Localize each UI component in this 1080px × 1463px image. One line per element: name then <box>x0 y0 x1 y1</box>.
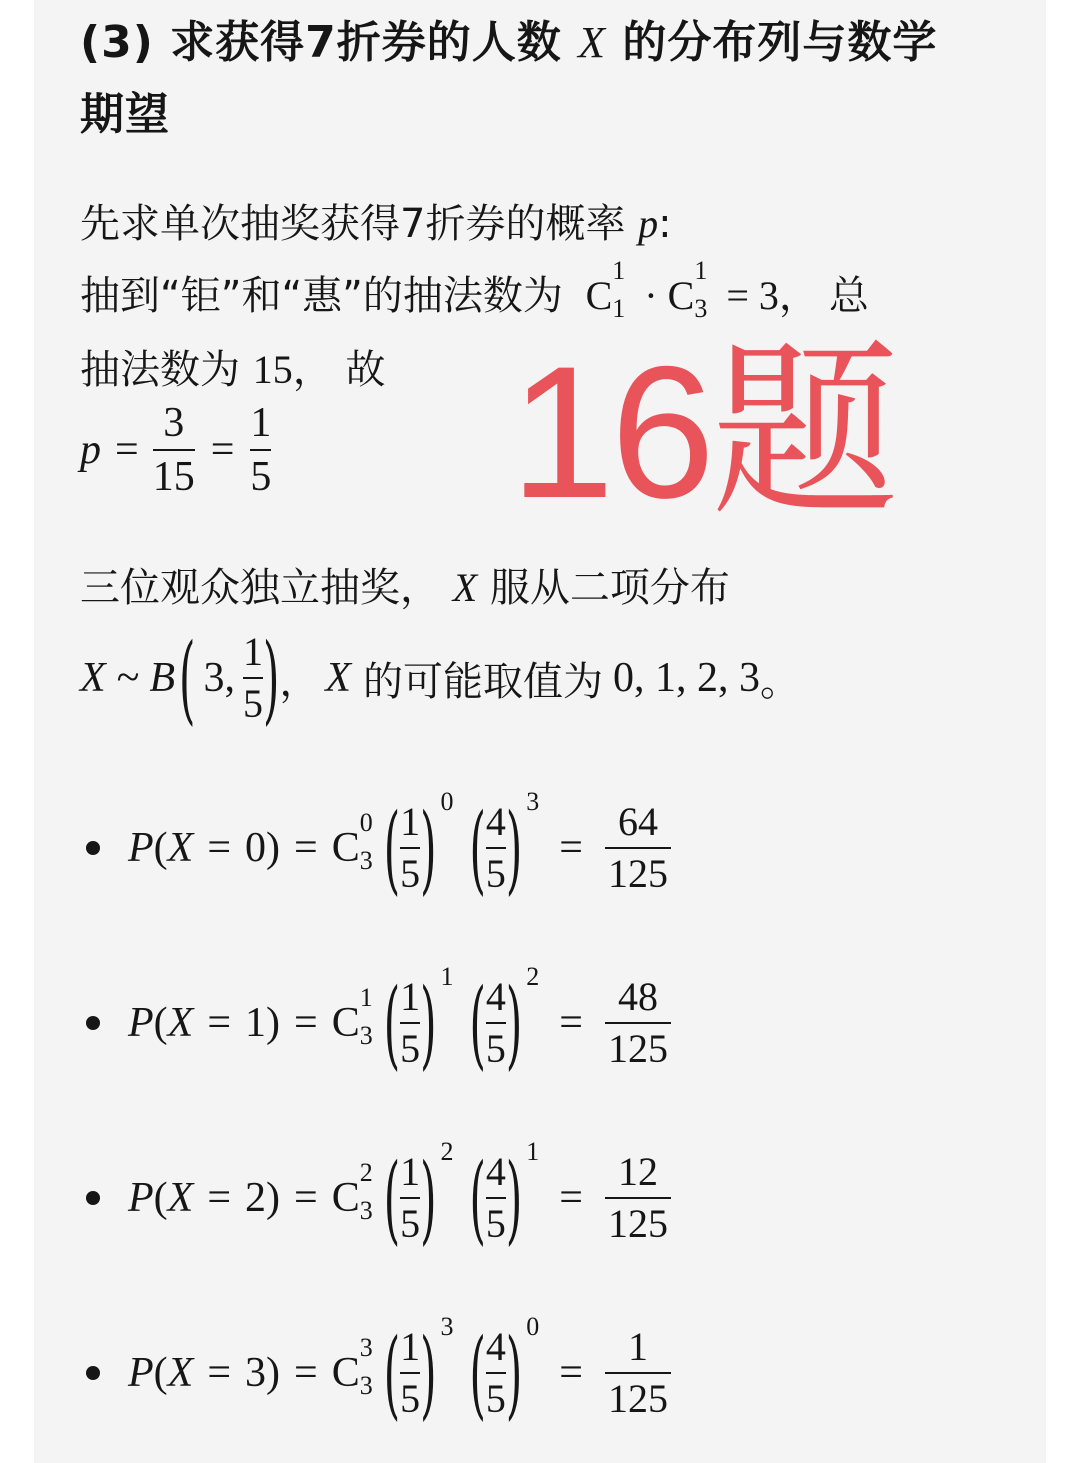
para1-line3-text: 抽法数为 <box>80 347 240 393</box>
para1-line2 <box>80 256 869 323</box>
list-bullet <box>86 1191 100 1205</box>
list-bullet <box>86 1366 100 1380</box>
probability-row: P ( X = 0 ) = C 0 3 ( $\frac{1}{5}$ ) 0 ( $\frac{4}{5}$ ) 3 = $\frac{64}{125}$ <box>128 778 671 918</box>
para1-line3 <box>80 338 385 395</box>
heading-text: (3) 求获得7折券的人数 <box>80 17 562 68</box>
para1-line1 <box>80 192 672 249</box>
p-variable: p <box>638 201 659 246</box>
heading-var: X <box>578 18 606 67</box>
list-bullet <box>86 1016 100 1030</box>
para1-line2-end: 总 <box>828 273 869 319</box>
probability-row: P ( X = 1 ) = C 1 3 ( $\frac{1}{5}$ ) 1 ( $\frac{4}{5}$ ) 2 = $\frac{48}{125}$ <box>128 953 671 1093</box>
para2-line1: 三位观众独立抽奖， X 服从二项分布 <box>80 565 730 611</box>
question-heading-line1 <box>80 6 937 70</box>
heading-text-suffix: 的分布列与数学 <box>622 17 938 68</box>
para1-line1-text: 先求单次抽奖获得7折券的概率 <box>80 201 626 247</box>
probability-row: P ( X = 2 ) = C 2 3 ( $\frac{1}{5}$ ) 2 ( $\frac{4}{5}$ ) 1 = $\frac{12}{125}$ <box>128 1128 671 1268</box>
problem-number-watermark: 16题 <box>510 327 896 537</box>
colon: : <box>658 201 672 247</box>
p-formula: p = $\frac{3}{15}$ = $\frac{1}{5}$ <box>80 399 272 500</box>
question-heading-line2: 期望 <box>80 89 170 140</box>
total-count: 15， <box>252 347 333 392</box>
list-bullet <box>86 841 100 855</box>
binomial-line: X ~ B ( 3, $\frac{1}{5}$ ) ， X 的可能取值为 0, 1, 2, 3 。 <box>80 621 800 735</box>
probability-row: P ( X = 3 ) = C 3 3 ( $\frac{1}{5}$ ) 3 ( $\frac{4}{5}$ ) 0 = $\frac{1}{125}$ <box>128 1303 671 1443</box>
combination-formula: C 1 1 · C 1 3 = 3， <box>585 256 819 323</box>
para1-line3-end: 故 <box>345 347 386 393</box>
para1-line2-text: 抽到“钜”和“惠”的抽法数为 <box>80 273 563 319</box>
